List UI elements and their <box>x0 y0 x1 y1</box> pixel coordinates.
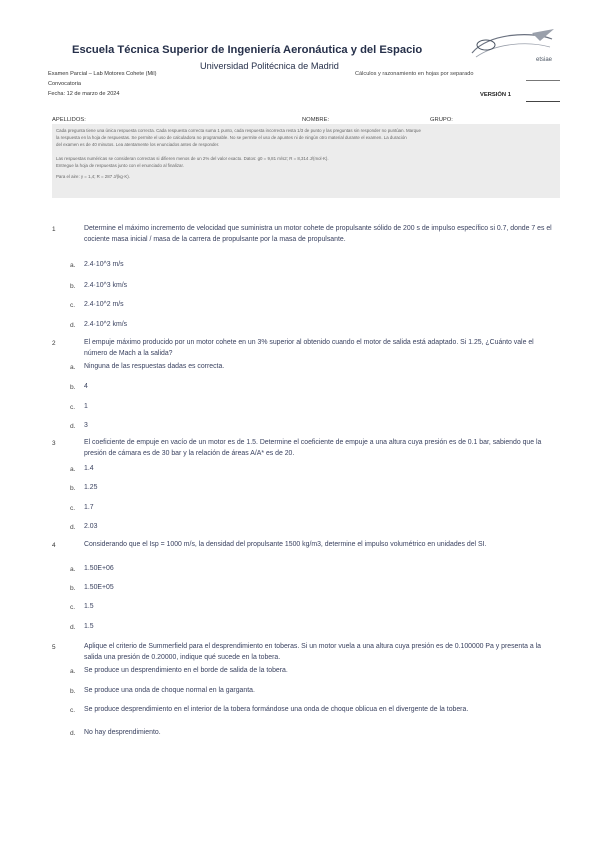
question-number: 2 <box>52 340 56 347</box>
school-name: Escuela Técnica Superior de Ingeniería Aeronáutica y del Espacio <box>72 44 423 56</box>
answer-line <box>526 80 560 81</box>
option-letter[interactable]: d. <box>70 423 76 430</box>
exam-session: Convocatoria <box>48 81 81 87</box>
option-text[interactable]: Se produce desprendimiento en el interior de la tobera formándose una onda de choque oblicua en el divergente de la tobera. <box>84 706 469 713</box>
option-text[interactable]: Se produce un desprendimiento en el borde de salida de la tobera. <box>84 667 288 674</box>
option-text[interactable]: 1.5 <box>84 603 94 610</box>
option-letter[interactable]: a. <box>70 566 76 573</box>
nombre-field[interactable]: NOMBRE: <box>302 117 330 123</box>
option-letter[interactable]: b. <box>70 585 76 592</box>
instruction-line: la respuesta en la hoja de respuestas. Se permite el uso de calculadora no programable. No se permite el uso de apuntes ni de ningún otro material durante el examen. La duración <box>56 135 407 140</box>
option-text[interactable]: 3 <box>84 422 88 429</box>
version-line <box>526 101 560 102</box>
question-text: El empuje máximo producido por un motor cohete en un 3% superior al obtenido cuando el motor de salida está adaptado. Si 1.25, ¿Cuánto vale el número de Mach a la salida? <box>84 339 534 357</box>
question-number: 5 <box>52 644 56 651</box>
option-letter[interactable]: b. <box>70 283 76 290</box>
option-letter[interactable]: b. <box>70 384 76 391</box>
instructions-note: Cálculos y razonamiento en hojas por separado <box>355 71 474 77</box>
school-logo <box>462 27 562 77</box>
option-letter[interactable]: d. <box>70 730 76 737</box>
instruction-line: Para el aire: γ = 1,4; R = 287 J/(kg·K). <box>56 174 130 179</box>
instruction-line: Entregue la hoja de respuestas junto con el enunciado al finalizar. <box>56 163 184 168</box>
question-text: Determine el máximo incremento de velocidad que suministra un motor cohete de propulsante sólido de 200 s de impulso específico si 0.7, donde 7 es el cociente masa inicial / masa de la carrera de propulsante por la masa de propulsante. <box>84 225 552 243</box>
exam-date: Fecha: 12 de marzo de 2024 <box>48 91 120 97</box>
option-letter[interactable]: d. <box>70 624 76 631</box>
option-text[interactable]: 1.7 <box>84 504 94 511</box>
question-text: El coeficiente de empuje en vacío de un motor es de 1.5. Determine el coeficiente de empuje a una altura cuya presión es de 0.1 bar, sabiendo que la presión de cámara es de 30 bar y la relación de áreas A/A* es de 20. <box>84 439 542 457</box>
question-text: Aplique el criterio de Summerfield para el desprendimiento en toberas. Si un motor vuela a una altura cuya presión es de 0.100000 Pa y presenta a la salida una presión de 0.20000, indique qué sucede en la tobera. <box>84 643 541 661</box>
option-text[interactable]: 2.4·10^3 m/s <box>84 261 124 268</box>
apellidos-field[interactable]: APELLIDOS: <box>52 117 86 123</box>
option-text[interactable]: 2.4·10^2 m/s <box>84 301 124 308</box>
question-number: 4 <box>52 542 56 549</box>
option-text[interactable]: No hay desprendimiento. <box>84 729 161 736</box>
option-text[interactable]: 1.50E+06 <box>84 565 114 572</box>
instruction-line: Cada pregunta tiene una única respuesta correcta. Cada respuesta correcta suma 1 punto, cada respuesta incorrecta resta 1/3 de punto y las preguntas sin responder no puntúan. Marque <box>56 128 421 133</box>
option-text[interactable]: 1.5 <box>84 623 94 630</box>
option-text[interactable]: 2.4·10^2 km/s <box>84 321 128 328</box>
option-letter[interactable]: c. <box>70 707 76 714</box>
option-text[interactable]: 1.50E+05 <box>84 584 114 591</box>
option-text[interactable]: 4 <box>84 383 88 390</box>
option-letter[interactable]: c. <box>70 404 76 411</box>
svg-text:etsiae: etsiae <box>536 57 553 63</box>
instruction-line: Las respuestas numéricas se consideran correctas si difieren menos de un 2% del valor exacto. Datos: g0 = 9,81 m/s2; R = 8,314 J/(mol·K). <box>56 156 329 161</box>
option-letter[interactable]: c. <box>70 604 76 611</box>
exam-title: Examen Parcial – Lab Motores Cohete (Mil) <box>48 71 157 77</box>
option-letter[interactable]: b. <box>70 688 76 695</box>
question-number: 3 <box>52 440 56 447</box>
university-name: Universidad Politécnica de Madrid <box>200 61 339 71</box>
option-letter[interactable]: a. <box>70 668 76 675</box>
option-letter[interactable]: d. <box>70 524 76 531</box>
option-text[interactable]: 2.4·10^3 km/s <box>84 282 128 289</box>
option-letter[interactable]: a. <box>70 364 76 371</box>
option-text[interactable]: Ninguna de las respuestas dadas es correcta. <box>84 363 225 370</box>
option-letter[interactable]: a. <box>70 262 76 269</box>
instructions-box <box>52 124 560 198</box>
option-text[interactable]: 1.25 <box>84 484 98 491</box>
version-label: VERSIÓN 1 <box>480 92 511 98</box>
option-text[interactable]: 2.03 <box>84 523 98 530</box>
option-letter[interactable]: a. <box>70 466 76 473</box>
instruction-line: del examen es de 40 minutos. Lea atentamente los enunciados antes de responder. <box>56 142 220 147</box>
question-text: Considerando que el Isp = 1000 m/s, la densidad del propulsante 1500 kg/m3, determine el impulso volumétrico en unidades del SI. <box>84 541 487 548</box>
option-letter[interactable]: d. <box>70 322 76 329</box>
option-text[interactable]: 1.4 <box>84 465 94 472</box>
option-letter[interactable]: c. <box>70 302 76 309</box>
option-letter[interactable]: c. <box>70 505 76 512</box>
option-text[interactable]: Se produce una onda de choque normal en la garganta. <box>84 687 255 694</box>
option-letter[interactable]: b. <box>70 485 76 492</box>
grupo-field[interactable]: GRUPO: <box>430 117 453 123</box>
question-number: 1 <box>52 226 56 233</box>
option-text[interactable]: 1 <box>84 403 88 410</box>
